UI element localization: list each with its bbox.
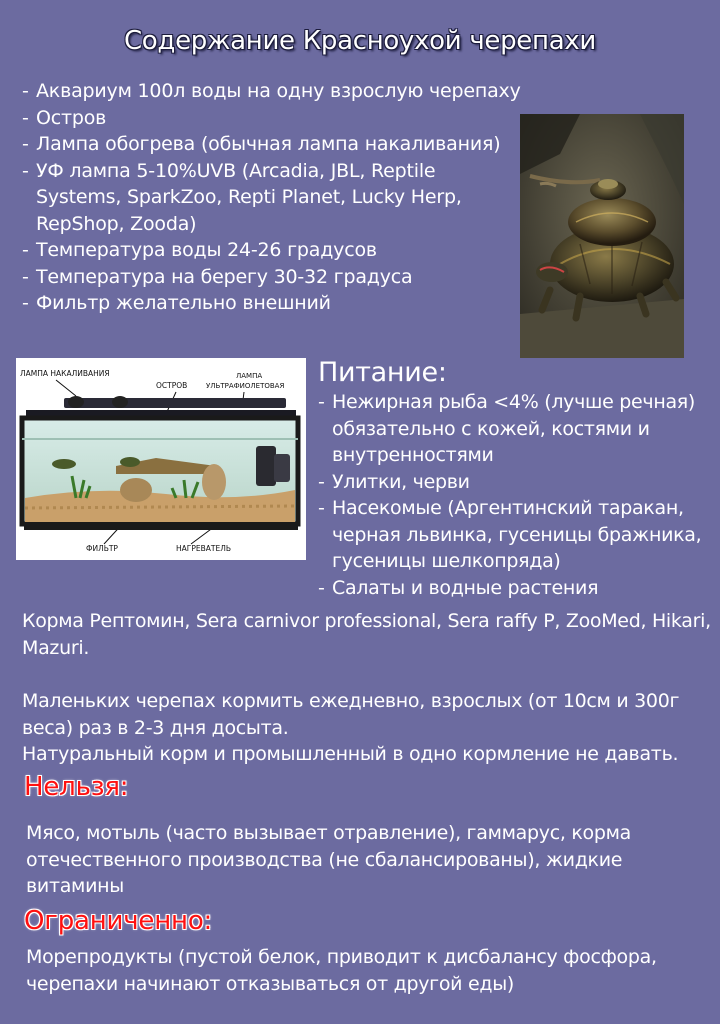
aquarium-diagram: [16, 358, 306, 560]
forbidden-text: Мясо, мотыль (часто вызывает отравление), гаммарус, корма отечественного производства (не сбалансированы), жидкие витамины: [26, 822, 631, 897]
brands-text: Корма Рептомин, Sera carnivor professional, Sera raffy P, ZooMed, Hikari, Mazuri.: [22, 610, 711, 659]
label-lamp-incandescent: ЛАМПА НАКАЛИВАНИЯ: [20, 369, 110, 378]
schedule-text: Маленьких черепах кормить ежедневно, взрослых (от 10см и 300г веса) раз в 2-3 дня досыта.: [22, 690, 680, 739]
list-item: - Насекомые (Аргентинский таракан, черная львинка, гусеницы бражника, гусеницы шелкопряда): [318, 495, 718, 575]
limited-heading: Ограниченно:: [24, 906, 213, 936]
label-heater: НАГРЕВАТЕЛЬ: [176, 544, 231, 553]
label-uv-lamp-2: УЛЬТРАФИОЛЕТОВАЯ: [206, 382, 285, 390]
list-item: - Температура воды 24-26 градусов: [22, 237, 522, 264]
list-item: - Нежирная рыба <4% (лучше речная) обязательно с кожей, костями и внутренностями: [318, 389, 718, 469]
list-item: - УФ лампа 5-10%UVB (Arcadia, JBL, Reptile Systems, SparkZoo, Repti Planet, Lucky Herp, RepShop, Zooda): [22, 158, 522, 238]
page-title: Содержание Красноухой черепахи: [123, 26, 597, 56]
label-uv-lamp-1: ЛАМПА: [236, 372, 263, 380]
turtles-photo: [520, 114, 684, 358]
list-item: - Фильтр желательно внешний: [22, 290, 522, 317]
requirements-list: [22, 78, 522, 317]
label-island: ОСТРОВ: [156, 381, 188, 390]
list-item: - Температура на берегу 30-32 градуса: [22, 264, 522, 291]
list-item: - Лампа обогрева (обычная лампа накаливания): [22, 131, 522, 158]
schedule-note: Натуральный корм и промышленный в одно кормление не давать.: [22, 743, 679, 765]
list-item: - Аквариум 100л воды на одну взрослую черепаху: [22, 78, 522, 105]
list-item: - Остров: [22, 105, 522, 132]
forbidden-heading: Нельзя:: [24, 772, 129, 802]
label-filter: ФИЛЬТР: [86, 544, 118, 553]
list-item: - Улитки, черви: [318, 469, 718, 496]
limited-text: Морепродукты (пустой белок, приводит к дисбалансу фосфора, черепахи начинают отказываться от другой еды): [26, 946, 657, 995]
feeding-heading: Питание:: [318, 357, 447, 388]
feeding-list: [318, 389, 718, 601]
list-item: - Салаты и водные растения: [318, 575, 718, 602]
